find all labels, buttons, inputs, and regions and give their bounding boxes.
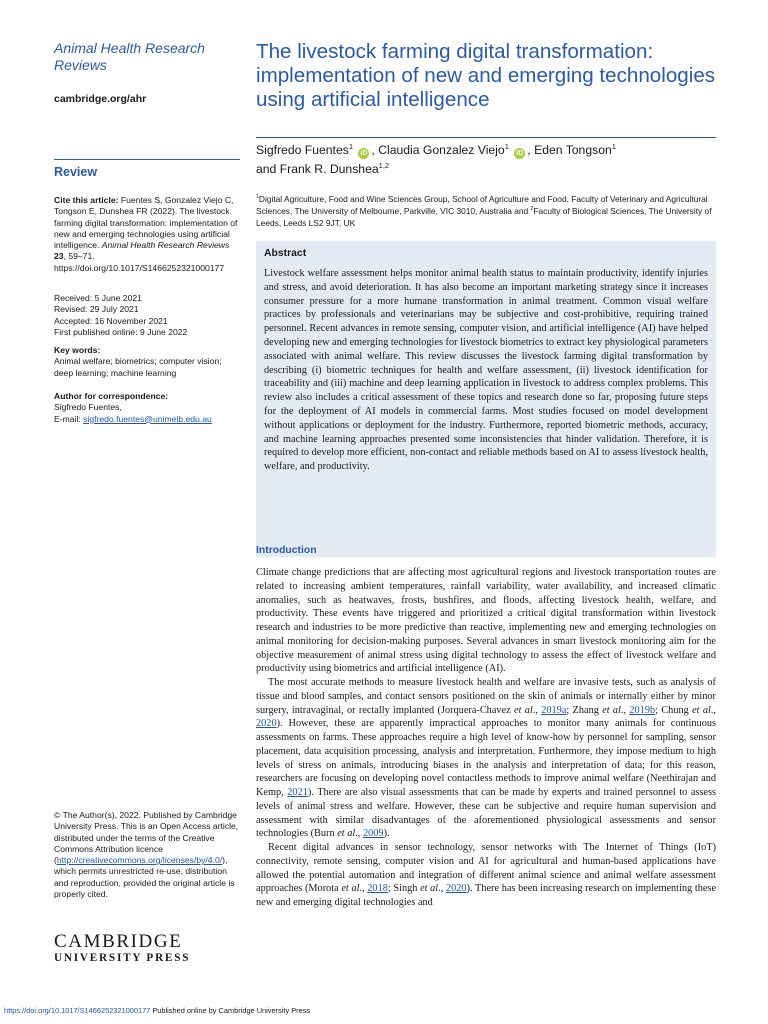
correspondence-block xyxy=(54,391,240,425)
text-etal: et al xyxy=(337,828,356,840)
affil-text-1: Digital Agriculture, Food and Wine Sciences Group, School of Agriculture and Food, Faculty of Veterinary and Agricultural Sciences, The University of Melbourne, Parkville, VIC 3010, Australia and xyxy=(256,194,708,216)
author-name: Eden Tongson xyxy=(534,143,612,157)
correspondence-name: Sigfredo Fuentes, xyxy=(54,402,122,413)
authors-and: and xyxy=(256,162,277,176)
left-sidebar xyxy=(54,40,240,964)
ref-link[interactable]: 2020 xyxy=(256,718,277,730)
date-revised: Revised: 29 July 2021 xyxy=(54,304,139,315)
author-affil: 1 xyxy=(504,141,509,151)
citation-doi[interactable]: https://doi.org/10.1017/S1466252321000177 xyxy=(54,262,225,273)
author-name: Frank R. Dunshea xyxy=(279,162,379,176)
citation-pages: , 59–71. xyxy=(63,251,95,262)
publisher-logo-line2: UNIVERSITY PRESS xyxy=(54,952,191,964)
text-run: ). There are also visual assessments that can be made by experts and trained personnel to assess levels of animal stress and welfare. However, these can be subjective and require human supervision and assessment with similar disadvantages of the aforementioned physiological assessments and sensor technologies (Burn xyxy=(256,787,716,840)
email-link[interactable]: sigfredo.fuentes@unimelb.edu.au xyxy=(83,413,212,424)
license-text-post: ), which permits unrestricted re-use, distribution and reproduction, provided the original article is properly cited. xyxy=(54,855,235,900)
ref-link[interactable]: 2020 xyxy=(445,883,467,895)
license-link[interactable]: http://creativecommons.org/licenses/by/4.0/ xyxy=(56,855,223,866)
license-text-pre: © The Author(s), 2022. Published by Cambridge University Press. This is an Open Access article, distributed under the terms of the Creative Commons Attribution licence ( xyxy=(54,810,239,866)
orcid-icon[interactable]: iD xyxy=(360,150,368,157)
article-title: The livestock farming digital transformation: implementation of new and emerging technologies using artificial intelligence xyxy=(256,40,716,111)
citation-block xyxy=(54,195,240,274)
date-accepted: Accepted: 16 November 2021 xyxy=(54,315,168,326)
abstract-box xyxy=(256,241,716,557)
intro-paragraph-3: Recent digital advances in sensor technology, sensor networks with The Internet of Things (IoT) connectivity, remote sensing, computer vision and AI for agricultural and human-based applications have allowed the potential automation and integration of different animal science and animal welfare assessment approaches (Morota et al., 2018; Singh et al., 2020). There has been increasing research on implementing these new and emerging digital technologies and xyxy=(256,842,717,908)
text-etal: et al xyxy=(692,704,711,716)
text-run: Recent digital advances in sensor technology, sensor networks with The Internet of Things (IoT) connectivity, remote sensing, computer vision and AI for agricultural and human-based applications have allowed the potential automation and integration of different animal science and animal welfare assessment approaches (Morota xyxy=(256,842,716,895)
keywords-block xyxy=(54,345,240,379)
journal-url[interactable]: cambridge.org/ahr xyxy=(54,93,147,105)
intro-paragraph-1: Climate change predictions that are affecting most agricultural regions and livestock transportation routes are related to increasing ambient temperatures, rainfall variability, water availability, and increased climatic anomalies, such as heatwaves, frosts, bushfires, and floods, affecting livestock health, welfare, and productivity. These events have triggered and prioritized a critical digital transformation within livestock research and industries to be more predictive than reactive, implementing new and emerging technologies on animal monitoring for decision-making purposes. Several advances in smart livestock monitoring aim for the objective measurement of animal stress using digital technology to assess the effect of livestock welfare and productivity using biometrics and artificial intelligence (AI). xyxy=(256,567,716,675)
main-column xyxy=(256,40,717,908)
text-run: ). However, these are apparently impractical approaches to monitor many animals for continuous assessments on farms. These approaches require a high level of know-how by personnel for sampling, sensor placement, data acquisition processing, analysis and interpretation. Furthermore, they impose medium to high levels of stress on animals, introducing biases in the analysis and interpretation of data; for this reason, researchers are focusing on developing novel contactless methods to improve animal welfare (Neethirajan and Kemp, xyxy=(256,718,716,798)
affil-text-2: Faculty of Biological Sciences, The University of Leeds, Leeds LS2 9JT, UK xyxy=(256,206,712,228)
orcid-icon[interactable]: iD xyxy=(516,150,524,157)
footer-doi-link[interactable]: https://doi.org/10.1017/S1466252321000177 xyxy=(4,1006,151,1015)
footer-text: Published online by Cambridge University Press xyxy=(150,1006,311,1015)
introduction-heading: Introduction xyxy=(256,545,317,556)
date-published: First published online: 9 June 2022 xyxy=(54,326,188,337)
affil-mark: 2 xyxy=(530,206,534,213)
abstract-heading: Abstract xyxy=(264,248,307,259)
affil-mark: 1 xyxy=(256,194,259,201)
journal-name[interactable]: Animal Health Research Reviews xyxy=(54,40,205,73)
text-run: ; Singh xyxy=(387,883,421,895)
author-name: Claudia Gonzalez Viejo xyxy=(378,143,505,157)
introduction-body xyxy=(256,566,716,910)
citation-label: Cite this article: xyxy=(54,195,119,205)
author-affil: 1 xyxy=(348,141,354,151)
page-footer xyxy=(4,1006,310,1015)
text-etal: et al xyxy=(514,704,533,716)
date-received: Received: 5 June 2021 xyxy=(54,293,142,303)
author-list: Sigfredo Fuentes$^1$ iD , Claudia Gonzalez Viejo$^1$ iD , Eden Tongson$^1$ and Frank R. Dunshea$^{1,2}$ xyxy=(256,141,616,176)
text-run: ). There has been increasing research on implementing these new and emerging digital technologies and xyxy=(256,883,717,908)
author-affil: 1 xyxy=(611,141,616,151)
text-run: ; Chung xyxy=(655,704,693,716)
publisher-logo-line1: CAMBRIDGE xyxy=(54,931,183,952)
citation-volume: 23 xyxy=(54,251,64,262)
history-dates xyxy=(54,293,240,338)
intro-paragraph-2: The most accurate methods to measure livestock health and welfare are invasive tests, such as analysis of tissue and blood samples, and contact sensors positioned on the skin of animals or internally either by minor surgery, intravaginal, or rectally implanted (Jorquera-Chavez et al., 2019a; Zhang et al., 2019b; Chung et al., 2020). However, these are apparently impractical approaches to monitor many animals for continuous assessments on farms. These approaches require a high level of know-how by personnel for sampling, sensor placement, data acquisition processing, analysis and interpretation. Furthermore, they impose medium to high levels of stress on animals, introducing biases in the analysis and interpretation of data; for this reason, researchers are focusing on developing novel contactless methods to improve animal welfare (Neethirajan and Kemp, 2021). There are also visual assessments that can be made by experts and trained personnel to assess levels of animal stress and welfare. However, these can be subjective and require human supervision and assessment with similar disadvantages of the aforementioned physiological assessments and sensor technologies (Burn et al., 2009). xyxy=(256,677,716,840)
ref-link[interactable]: 2019a xyxy=(541,704,567,716)
author-name: Sigfredo Fuentes xyxy=(256,143,349,157)
ref-link[interactable]: 2019b xyxy=(629,704,656,716)
text-run: ). xyxy=(383,828,390,840)
abstract-text: Livestock welfare assessment helps monitor animal health status to maintain productivity, identify injuries and stress, and avoid deterioration. It has also become an important marketing strategy since it increases consumer pressure for a more humane transformation in animal treatment. Common visual welfare practices by professionals and veterinarians may be subjective and cost-prohibitive, requiring trained personnel. Recent advances in remote sensing, computer vision, and artificial intelligence (AI) have helped developing new and emerging technologies for livestock biometrics to extract key physiological parameters associated with animal welfare. This review discusses the livestock farming digital transformation by describing (i) biometric techniques for health and welfare assessment, (ii) livestock identification for traceability and (iii) machine and deep learning application in livestock to address complex problems. This review also includes a critical assessment of these topics and research done so far, proposing future steps for the deployment of AI models in commercial farms. Most studies focused on model development without applications or deployment for the industry. Furthermore, reported biometric methods, accuracy, and machine learning approaches presented some inconsistencies that hinder validation. Therefore, it is required to develop more efficient, non-contact and reliable methods based on AI to assess livestock health, welfare, and productivity. xyxy=(264,268,708,473)
text-run: The most accurate methods to measure livestock health and welfare are invasive tests, such as analysis of tissue and blood samples, and contact sensors positioned on the skin of animals or internally either by minor surgery, intravaginal, or rectally implanted (Jorquera-Chavez xyxy=(256,677,716,716)
author-affil: 1,2 xyxy=(378,160,390,170)
keywords-label: Key words: xyxy=(54,345,101,355)
article-type: Review xyxy=(54,165,98,179)
ref-link[interactable]: 2009 xyxy=(362,828,384,840)
affiliations xyxy=(256,193,716,229)
text-etal: et al xyxy=(420,883,439,895)
email-label: E-mail: xyxy=(54,413,81,424)
publisher-logo xyxy=(54,932,240,964)
text-etal: et al xyxy=(341,883,360,895)
citation-text: Fuentes S, Gonzalez Viejo C, Tongson E, Dunshea FR (2022). The livestock farming digital transformation: implementation of new and emerging technologies using artificial intelligence. xyxy=(54,195,238,251)
license-block xyxy=(54,810,240,900)
text-run: ; Zhang xyxy=(566,704,603,716)
title-divider xyxy=(256,137,716,138)
citation-journal: Animal Health Research Reviews xyxy=(101,240,230,251)
correspondence-label: Author for correspondence: xyxy=(54,391,169,401)
ref-link[interactable]: 2018 xyxy=(367,883,388,895)
text-etal: et al xyxy=(602,704,621,716)
ref-link[interactable]: 2021 xyxy=(287,787,308,798)
keywords-text: Animal welfare; biometrics; computer vision; deep learning; machine learning xyxy=(54,356,222,378)
left-divider xyxy=(54,159,240,160)
